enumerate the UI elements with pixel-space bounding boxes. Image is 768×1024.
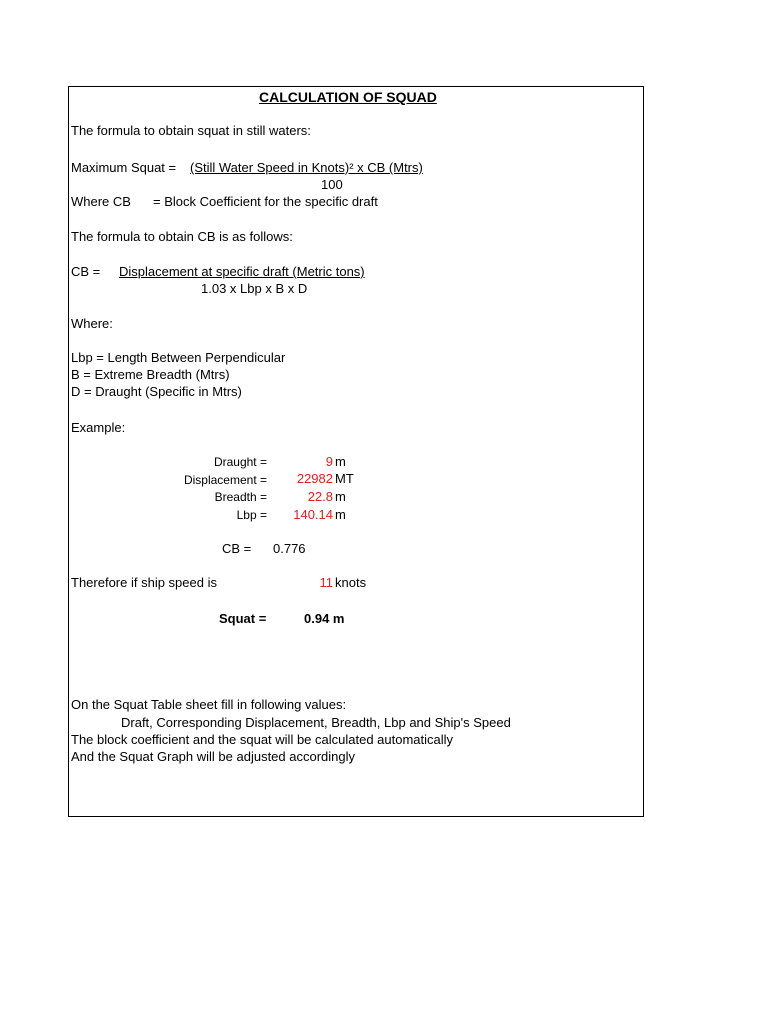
cb-result-value: 0.776 (273, 541, 306, 556)
instruction-line: Draft, Corresponding Displacement, Breadth, Lbp and Ship's Speed (121, 715, 511, 730)
definition-breadth: B = Extreme Breadth (Mtrs) (71, 367, 230, 382)
instruction-line: On the Squat Table sheet fill in following values: (71, 697, 347, 712)
draught-value: 9 (325, 454, 333, 469)
displacement-value: 22982 (296, 471, 333, 486)
instruction-line: And the Squat Graph will be adjusted accordingly (71, 749, 356, 764)
squat-formula-numerator: (Still Water Speed in Knots)² x CB (Mtrs) (190, 160, 423, 175)
squat-formula-lhs: Maximum Squat = (71, 160, 177, 175)
squat-result-value: 0.94 m (304, 611, 345, 626)
cb-formula-numerator: Displacement at specific draft (Metric tons) (119, 264, 365, 279)
squat-result-label: Squat = (219, 611, 267, 626)
speed-value: 11 (319, 575, 333, 590)
where-cb-label: Where CB (71, 194, 131, 209)
speed-unit: knots (335, 575, 367, 590)
breadth-label: Breadth = (214, 490, 267, 504)
draught-label: Draught = (213, 455, 267, 469)
cb-intro-text: The formula to obtain CB is as follows: (71, 229, 293, 244)
displacement-label: Displacement = (183, 473, 267, 487)
lbp-value: 140.14 (293, 507, 333, 522)
definition-draught: D = Draught (Specific in Mtrs) (71, 384, 242, 399)
instruction-line: The block coefficient and the squat will be calculated automatically (71, 732, 454, 747)
lbp-unit: m (335, 507, 346, 522)
squat-formula-denominator: 100 (321, 177, 343, 192)
where-label: Where: (71, 316, 113, 331)
cb-formula-lhs: CB = (71, 264, 101, 279)
displacement-unit: MT (335, 471, 354, 486)
speed-label: Therefore if ship speed is (71, 575, 217, 590)
calculation-sheet (68, 86, 644, 817)
definition-lbp: Lbp = Length Between Perpendicular (71, 350, 286, 365)
cb-result-label: CB = (222, 541, 252, 556)
breadth-unit: m (335, 489, 346, 504)
draught-unit: m (335, 454, 346, 469)
where-cb-definition: = Block Coefficient for the specific draft (153, 194, 378, 209)
lbp-label: Lbp = (236, 508, 267, 522)
breadth-value: 22.8 (307, 489, 333, 504)
example-label: Example: (71, 420, 126, 435)
intro-text: The formula to obtain squat in still waters: (71, 123, 311, 138)
page-title: CALCULATION OF SQUAD (259, 89, 437, 105)
cb-formula-denominator: 1.03 x Lbp x B x D (201, 281, 308, 296)
